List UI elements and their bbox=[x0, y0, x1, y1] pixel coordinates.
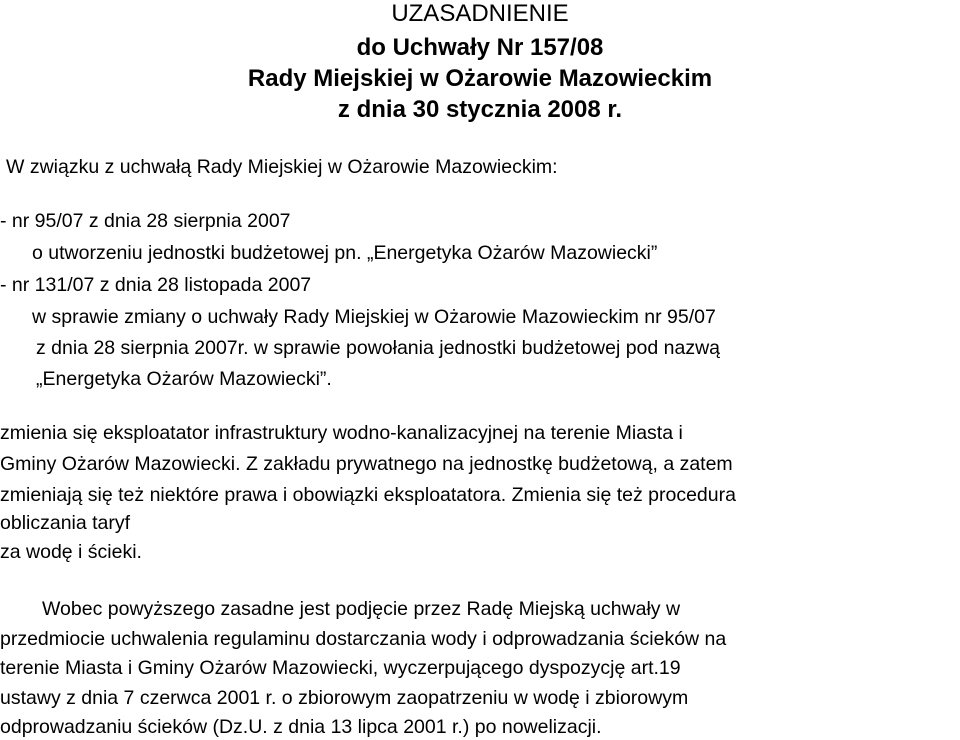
paragraph-1-line-5: za wodę i ścieki. bbox=[0, 541, 142, 563]
list-item-2-header: - nr 131/07 z dnia 28 listopada 2007 bbox=[0, 274, 312, 296]
paragraph-1-line-4: obliczania taryf bbox=[0, 512, 131, 534]
paragraph-2-line-5: odprowadzaniu ścieków (Dz.U. z dnia 13 lipca 2001 r.) po nowelizacji. bbox=[0, 716, 602, 738]
list-item-2-line-3: z dnia 28 sierpnia 2007r. w sprawie powołania jednostki budżetowej pod nazwą bbox=[36, 337, 721, 359]
list-item-1-header: - nr 95/07 z dnia 28 sierpnia 2007 bbox=[0, 210, 291, 232]
paragraph-2-line-2: przedmiocie uchwalenia regulaminu dostarczania wody i odprowadzania ścieków na bbox=[0, 628, 727, 650]
resolution-date: z dnia 30 stycznia 2008 r. bbox=[337, 96, 623, 123]
council-name: Rady Miejskiej w Ożarowie Mazowieckim bbox=[247, 65, 713, 92]
paragraph-2-line-4: ustawy z dnia 7 czerwca 2001 r. o zbiorowym zaopatrzeniu w wodę i zbiorowym bbox=[0, 687, 689, 709]
document-title: UZASADNIENIE bbox=[391, 0, 569, 27]
paragraph-2-line-1: Wobec powyższego zasadne jest podjęcie przez Radę Miejską uchwały w bbox=[42, 598, 681, 620]
resolution-number: do Uchwały Nr 157/08 bbox=[356, 34, 604, 61]
list-item-2-line-4: „Energetyka Ożarów Mazowiecki”. bbox=[36, 368, 332, 390]
intro-text: W związku z uchwałą Rady Miejskiej w Ożarowie Mazowieckim: bbox=[6, 156, 558, 178]
list-item-2-line-2: w sprawie zmiany o uchwały Rady Miejskiej w Ożarowie Mazowieckim nr 95/07 bbox=[32, 306, 716, 328]
paragraph-1-line-1: zmienia się eksploatator infrastruktury wodno-kanalizacyjnej na terenie Miasta i bbox=[0, 422, 683, 444]
list-item-1-description: o utworzeniu jednostki budżetowej pn. „Energetyka Ożarów Mazowiecki” bbox=[32, 242, 658, 264]
paragraph-1-line-3: zmieniają się też niektóre prawa i obowiązki eksploatatora. Zmienia się też procedura bbox=[0, 484, 736, 506]
paragraph-2-line-3: terenie Miasta i Gminy Ożarów Mazowiecki, wyczerpującego dyspozycję art.19 bbox=[0, 657, 681, 679]
paragraph-1-line-2: Gminy Ożarów Mazowiecki. Z zakładu prywatnego na jednostkę budżetową, a zatem bbox=[0, 453, 733, 475]
